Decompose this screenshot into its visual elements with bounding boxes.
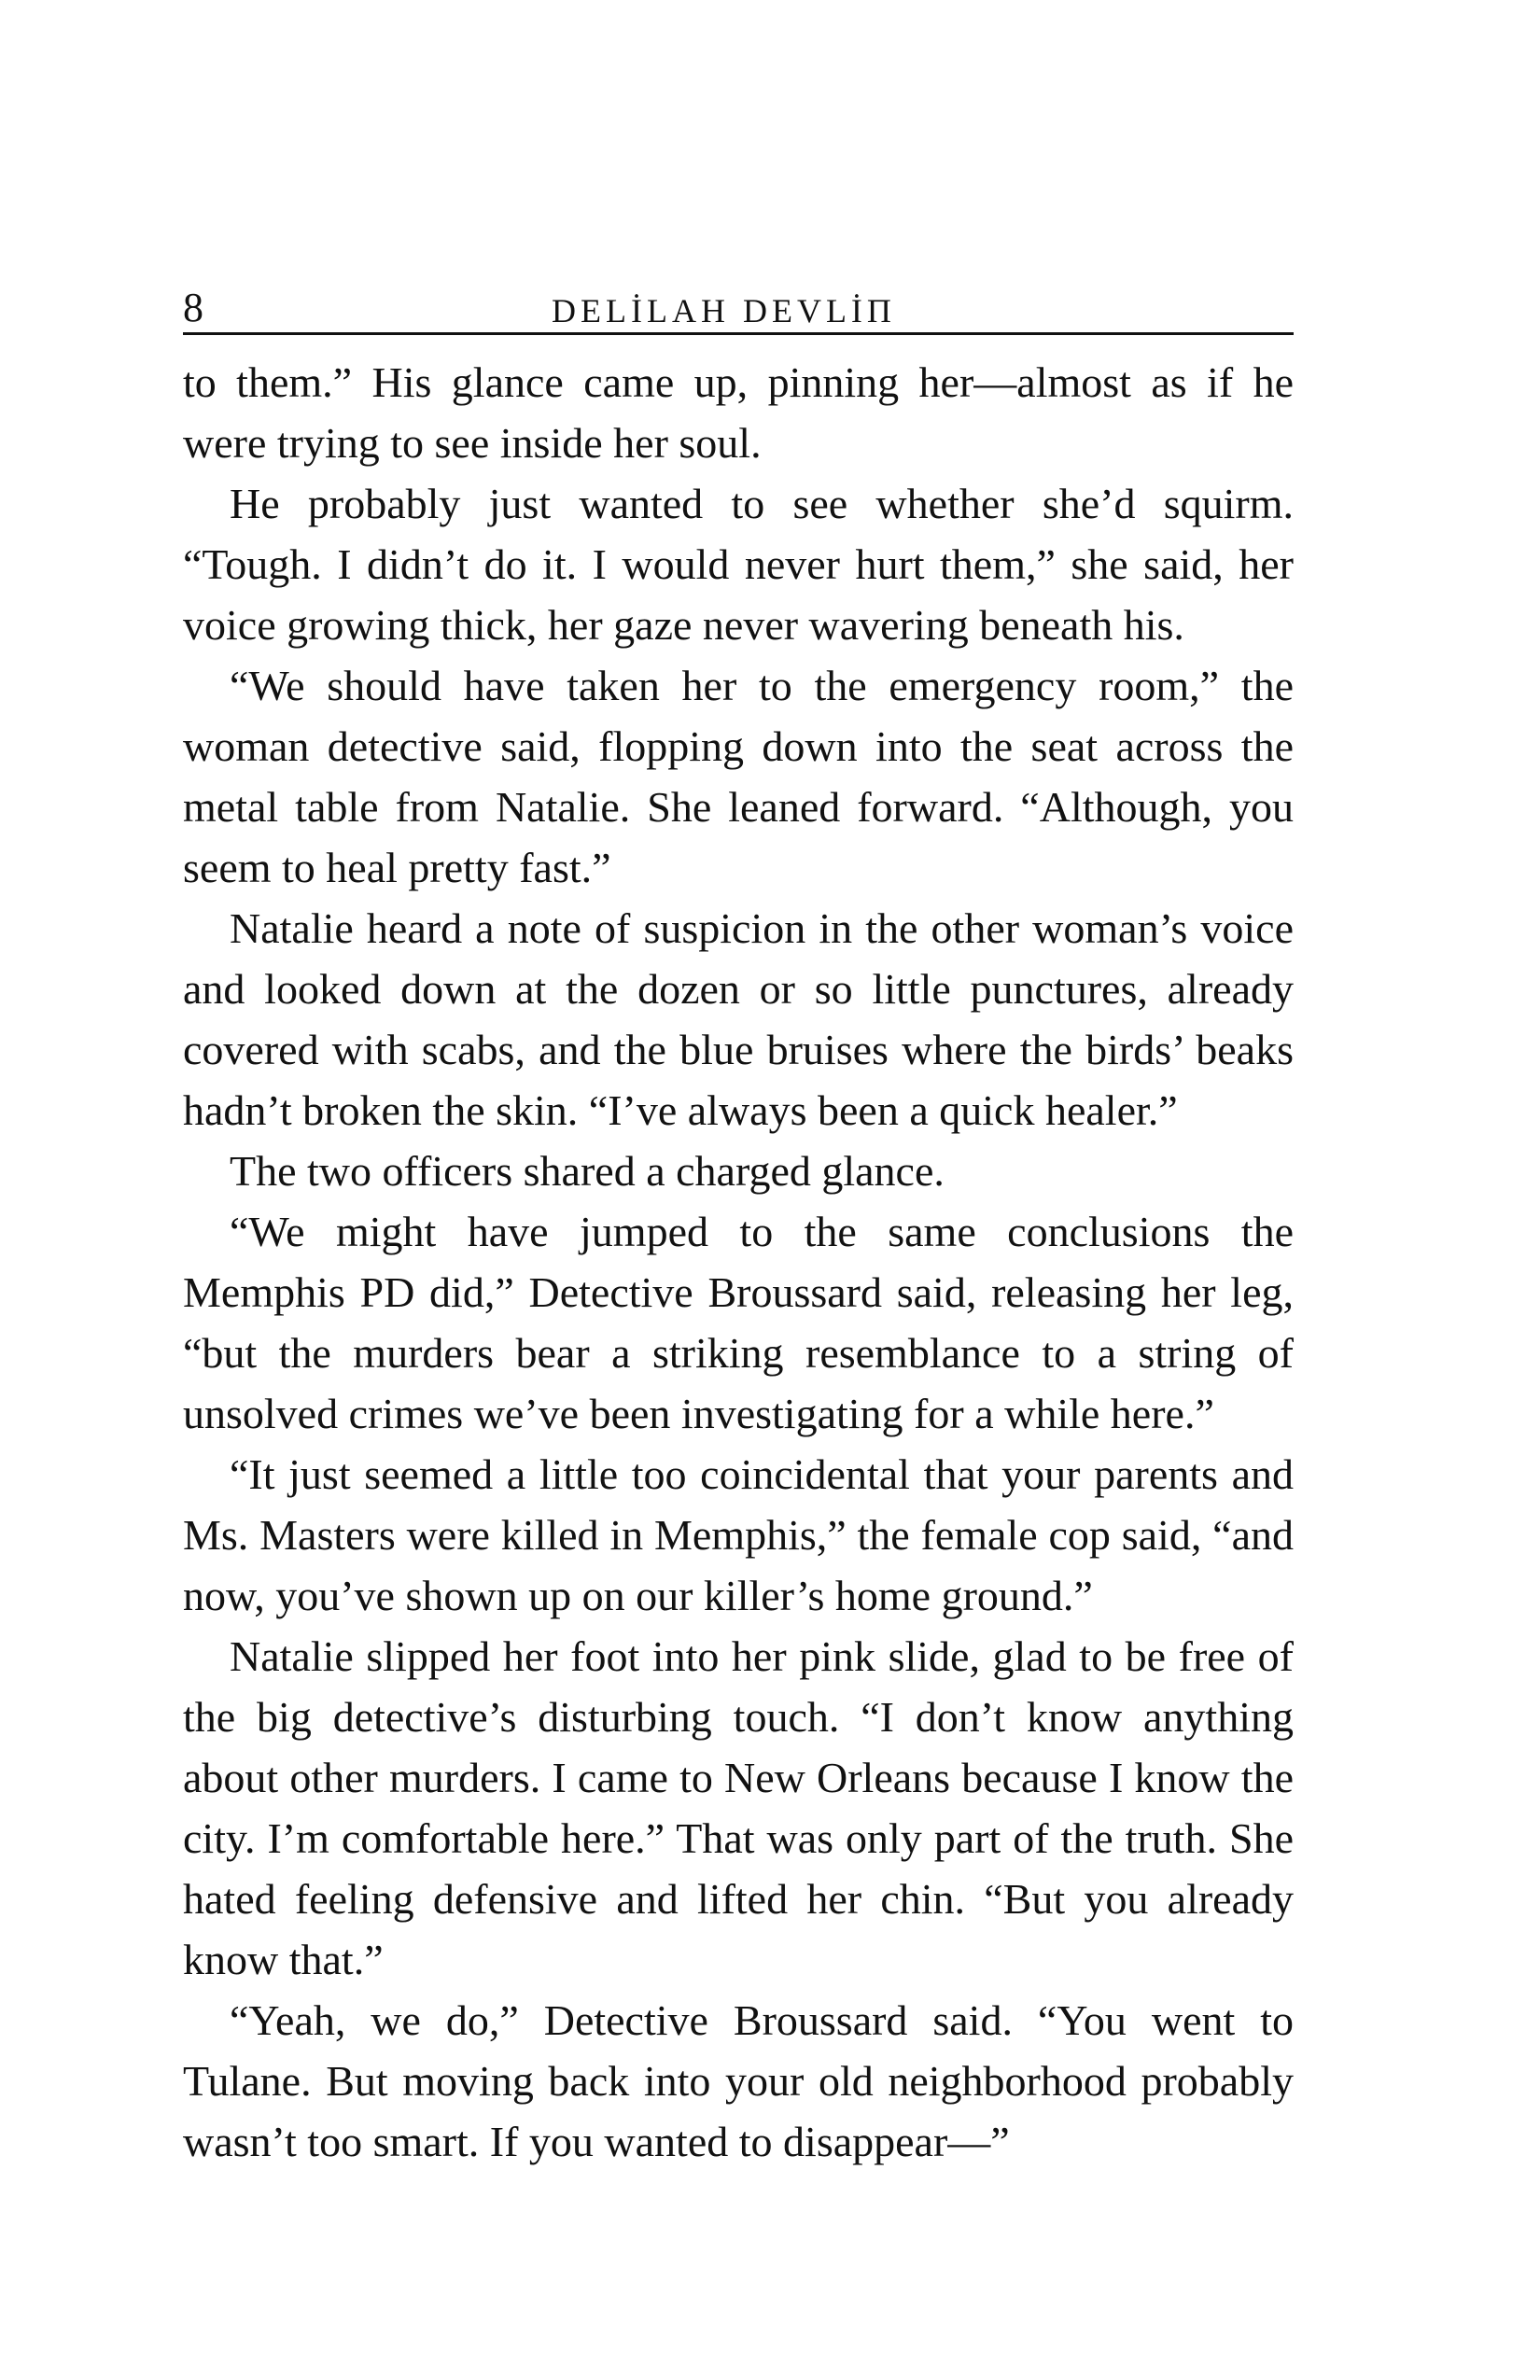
body-text	[183, 352, 1294, 2172]
book-title: DELİLAH DEVLİП	[552, 292, 896, 329]
paragraph: He probably just wanted to see whether she’d squirm. “Tough. I didn’t do it. I would never hurt them,” she said, her voice growing thick, her gaze never wavering beneath his.	[183, 480, 1294, 649]
paragraph: Natalie slipped her foot into her pink slide, glad to be free of the big detective’s disturbing touch. “I don’t know anything about other murders. I came to New Orleans because I know the city. I’m comfortable here.” That was only part of the truth. She hated feeling defensive and lifted her chin. “But you already know that.”	[183, 1632, 1294, 1983]
paragraph: to them.” His glance came up, pinning her—almost as if he were trying to see inside her soul.	[183, 358, 1294, 467]
book-page	[183, 278, 1294, 2172]
paragraph: “It just seemed a little too coincidental that your parents and Ms. Masters were killed in Memphis,” the female cop said, “and now, you’ve shown up on our killer’s home ground.”	[183, 1450, 1294, 1619]
running-head	[183, 278, 1294, 335]
paragraph: “We might have jumped to the same conclusions the Memphis PD did,” Detective Broussard said, releasing her leg, “but the murders bear a striking resemblance to a string of unsolved crimes we’ve been investigating for a while here.”	[183, 1208, 1294, 1437]
paragraph: “We should have taken her to the emergency room,” the woman detective said, flopping down into the seat across the metal table from Natalie. She leaned forward. “Although, you seem to heal pretty fast.”	[183, 662, 1294, 891]
paragraph: Natalie heard a note of suspicion in the other woman’s voice and looked down at the dozen or so little punctures, already covered with scabs, and the blue bruises where the birds’ beaks hadn’t broken the skin. “I’ve always been a quick healer.”	[183, 904, 1294, 1134]
paragraph: The two officers shared a charged glance.	[230, 1147, 945, 1195]
page-number: 8	[183, 285, 203, 330]
paragraph: “Yeah, we do,” Detective Broussard said. “You went to Tulane. But moving back into your old neighborhood probably wasn’t too smart. If you wanted to disappear—”	[183, 1996, 1294, 2165]
